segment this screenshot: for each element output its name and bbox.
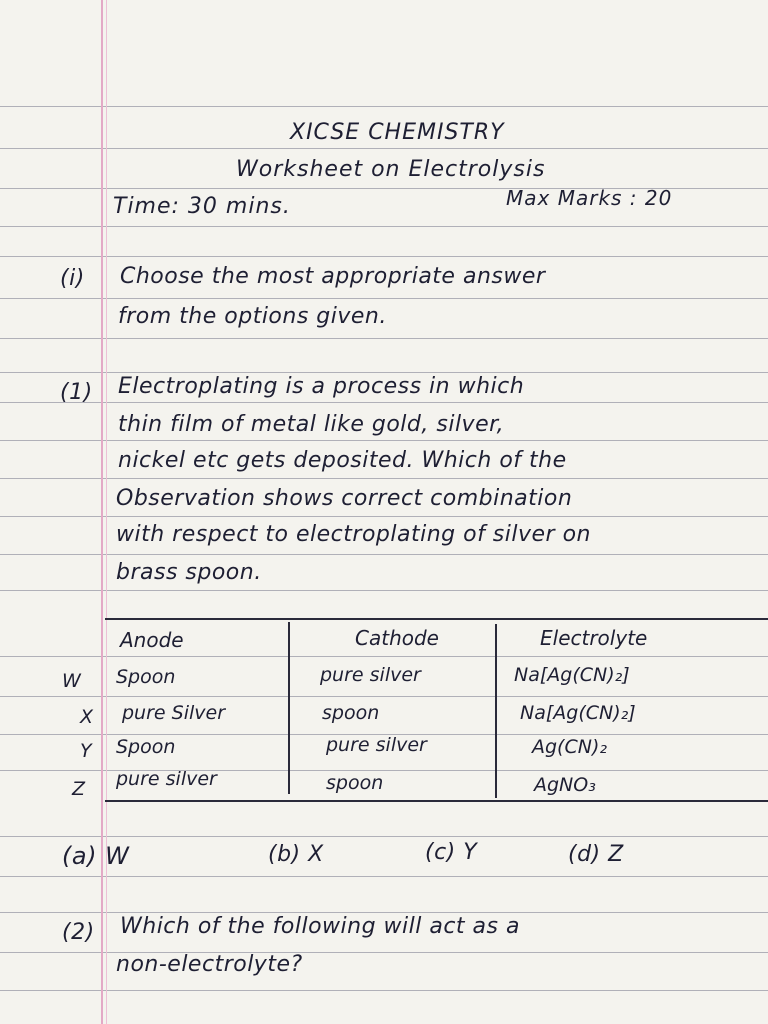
time-label: Time: 30 mins. [113, 194, 291, 219]
row-label: Z [72, 778, 86, 800]
ruled-line [0, 478, 768, 479]
option-key: (a) [62, 842, 97, 870]
section-number: (i) [60, 266, 85, 291]
question-text: brass spoon. [116, 560, 262, 585]
table-cell-anode: Spoon [116, 736, 176, 758]
section-instruction: Choose the most appropriate answer [120, 264, 546, 289]
option-b[interactable] [268, 842, 324, 867]
option-a[interactable] [62, 842, 129, 870]
table-cell-cathode: pure silver [320, 664, 421, 686]
row-label: W [62, 670, 81, 692]
ruled-line [0, 440, 768, 441]
ruled-line [0, 516, 768, 517]
question-text: nickel etc gets deposited. Which of the [118, 448, 567, 473]
table-cell-anode: Spoon [116, 666, 176, 688]
option-d[interactable] [568, 842, 624, 867]
question-text: thin film of metal like gold, silver, [118, 412, 505, 437]
table-header-electrolyte: Electrolyte [540, 626, 648, 650]
table-cell-electrolyte: Ag(CN)₂ [532, 736, 607, 758]
table-cell-electrolyte: Na[Ag(CN)₂] [520, 702, 636, 724]
max-marks-label: Max Marks : 20 [506, 186, 673, 210]
ruled-line [0, 656, 768, 657]
table-cell-anode: pure silver [116, 768, 217, 790]
option-key: (b) [268, 842, 301, 867]
question-text: non-electrolyte? [116, 952, 303, 977]
option-key: (d) [568, 842, 601, 867]
table-header-cathode: Cathode [355, 626, 439, 650]
ruled-line [0, 876, 768, 877]
section-instruction: from the options given. [118, 304, 387, 329]
option-value: W [105, 842, 130, 870]
ruled-line [0, 148, 768, 149]
ruled-line [0, 912, 768, 913]
row-label: X [80, 706, 94, 728]
ruled-line [0, 554, 768, 555]
question-number: (2) [62, 920, 95, 945]
table-column-divider [495, 624, 497, 798]
ruled-line [0, 402, 768, 403]
header-title: XICSE CHEMISTRY [290, 120, 505, 145]
table-cell-cathode: spoon [326, 772, 384, 794]
option-value: Z [608, 842, 624, 867]
question-text: Which of the following will act as a [120, 914, 520, 939]
option-key: (c) [425, 840, 456, 865]
table-cell-cathode: pure silver [326, 734, 427, 756]
ruled-line [0, 256, 768, 257]
ruled-line [0, 338, 768, 339]
table-cell-electrolyte: Na[Ag(CN)₂] [514, 664, 630, 686]
table-bottom-border [105, 800, 768, 802]
table-cell-electrolyte: AgNO₃ [534, 774, 596, 796]
ruled-line [0, 226, 768, 227]
question-text: Electroplating is a process in which [118, 374, 525, 399]
ruled-line [0, 836, 768, 837]
option-value: X [308, 842, 324, 867]
option-c[interactable] [425, 840, 477, 865]
ruled-line [0, 372, 768, 373]
table-top-border [105, 618, 768, 620]
ruled-line [0, 298, 768, 299]
question-text: with respect to electroplating of silver on [116, 522, 591, 547]
table-cell-anode: pure Silver [122, 702, 226, 724]
header-subtitle: Worksheet on Electrolysis [236, 157, 546, 182]
question-number: (1) [60, 380, 93, 405]
margin-line [101, 0, 103, 1024]
ruled-line [0, 106, 768, 107]
row-label: Y [80, 740, 92, 762]
ruled-line [0, 990, 768, 991]
question-text: Observation shows correct combination [116, 486, 573, 511]
table-cell-cathode: spoon [322, 702, 380, 724]
margin-line [106, 0, 107, 1024]
ruled-line [0, 590, 768, 591]
ruled-line [0, 696, 768, 697]
table-header-anode: Anode [120, 628, 184, 652]
table-column-divider [288, 622, 290, 794]
option-value: Y [463, 840, 478, 865]
